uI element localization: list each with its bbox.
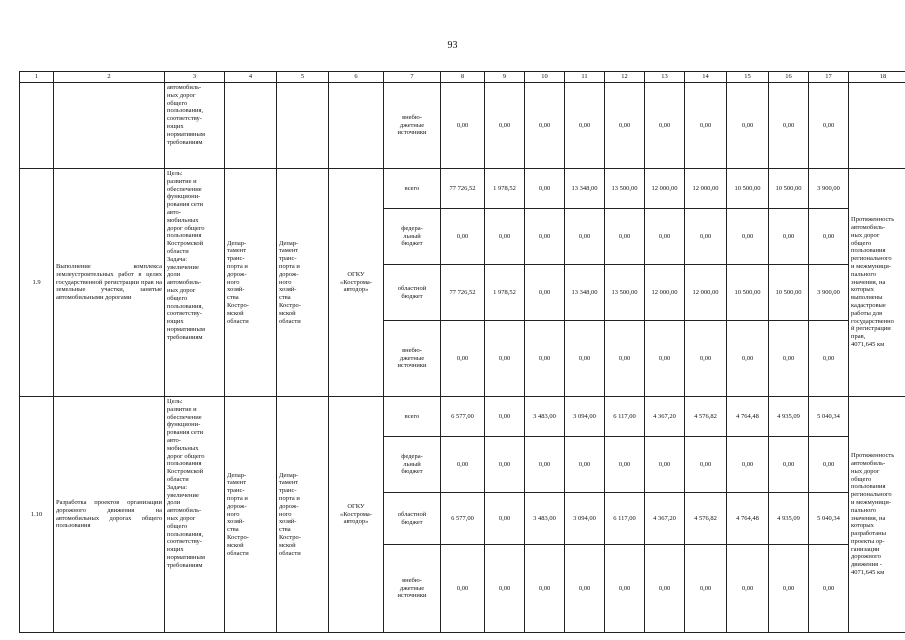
value-cell: 0,00 <box>727 321 769 397</box>
result-indicator: Протяженность автомобиль- ных дорог общего пользования регионального и межмуници- пального значения, на которых выполнены кадастровые работы для государственно й регистрации прав, 4071,645 км <box>849 169 905 397</box>
value-cell: 0,00 <box>525 321 565 397</box>
value-cell: 0,00 <box>685 321 727 397</box>
value-cell: 0,00 <box>769 437 809 493</box>
value-cell: 0,00 <box>565 209 605 265</box>
value-cell: 0,00 <box>809 209 849 265</box>
value-cell: 0,00 <box>605 83 645 169</box>
value-cell: 0,00 <box>685 545 727 633</box>
value-cell: 0,00 <box>645 209 685 265</box>
value-cell: 0,00 <box>485 493 525 545</box>
value-cell: 0,00 <box>525 169 565 209</box>
value-cell: 0,00 <box>685 83 727 169</box>
value-cell: 0,00 <box>769 545 809 633</box>
goal-cell: автомобиль- ных дорог общего пользования, соответству- ющих нормативным требованиям <box>165 83 225 169</box>
column-number: 9 <box>485 72 525 83</box>
value-cell: 0,00 <box>485 83 525 169</box>
value-cell: 4 367,20 <box>645 397 685 437</box>
program-table <box>19 71 905 633</box>
value-cell: 0,00 <box>809 83 849 169</box>
value-cell: 13 500,00 <box>605 265 645 321</box>
value-cell: 0,00 <box>645 83 685 169</box>
value-cell: 0,00 <box>605 321 645 397</box>
column-number: 18 <box>849 72 905 83</box>
funding-source: федера- льный бюджет <box>384 209 441 265</box>
value-cell: 0,00 <box>645 321 685 397</box>
value-cell: 77 726,52 <box>441 169 485 209</box>
value-cell: 0,00 <box>485 545 525 633</box>
value-cell: 10 500,00 <box>727 169 769 209</box>
value-cell: 0,00 <box>685 209 727 265</box>
value-cell: 1 978,52 <box>485 265 525 321</box>
value-cell: 6 117,00 <box>605 493 645 545</box>
value-cell: 0,00 <box>769 209 809 265</box>
empty-cell <box>20 83 54 169</box>
responsible-executor: Депар- тамент транс- порта и дорож- ного хозяй- ства Костро- мской области <box>225 169 277 397</box>
value-cell: 3 900,00 <box>809 169 849 209</box>
value-cell: 0,00 <box>769 83 809 169</box>
value-cell: 13 348,00 <box>565 169 605 209</box>
value-cell: 0,00 <box>525 83 565 169</box>
participant: ОГКУ «Кострома- автодор» <box>329 169 384 397</box>
column-number: 11 <box>565 72 605 83</box>
value-cell: 77 726,52 <box>441 265 485 321</box>
value-cell: 0,00 <box>645 545 685 633</box>
column-number: 2 <box>54 72 165 83</box>
value-cell: 3 094,00 <box>565 493 605 545</box>
responsible-executor: Депар- тамент транс- порта и дорож- ного хозяй- ства Костро- мской области <box>225 397 277 633</box>
value-cell: 3 483,00 <box>525 493 565 545</box>
column-number: 7 <box>384 72 441 83</box>
value-cell: 10 500,00 <box>769 169 809 209</box>
value-cell: 4 935,09 <box>769 397 809 437</box>
value-cell: 4 576,82 <box>685 397 727 437</box>
value-cell: 12 000,00 <box>685 169 727 209</box>
value-cell: 4 935,09 <box>769 493 809 545</box>
value-cell: 10 500,00 <box>769 265 809 321</box>
value-cell: 12 000,00 <box>685 265 727 321</box>
value-cell: 0,00 <box>809 437 849 493</box>
column-number: 6 <box>329 72 384 83</box>
funding-source: всего <box>384 397 441 437</box>
value-cell: 0,00 <box>525 545 565 633</box>
value-cell: 0,00 <box>441 321 485 397</box>
measure-number: 1.10 <box>20 397 54 633</box>
funding-source: внебю- джетные источники <box>384 545 441 633</box>
value-cell: 0,00 <box>565 437 605 493</box>
value-cell: 3 900,00 <box>809 265 849 321</box>
value-cell: 0,00 <box>809 545 849 633</box>
value-cell: 0,00 <box>769 321 809 397</box>
value-cell: 0,00 <box>441 437 485 493</box>
value-cell: 0,00 <box>685 437 727 493</box>
value-cell: 6 577,00 <box>441 493 485 545</box>
column-number: 17 <box>809 72 849 83</box>
column-number: 14 <box>685 72 727 83</box>
table-row-continued <box>20 83 905 169</box>
column-number: 15 <box>727 72 769 83</box>
value-cell: 0,00 <box>727 545 769 633</box>
value-cell: 0,00 <box>525 437 565 493</box>
value-cell: 0,00 <box>645 437 685 493</box>
value-cell: 4 764,48 <box>727 397 769 437</box>
value-cell: 0,00 <box>605 209 645 265</box>
column-number: 8 <box>441 72 485 83</box>
funding-source: всего <box>384 169 441 209</box>
empty-cell <box>277 83 329 169</box>
empty-cell <box>849 83 905 169</box>
column-number: 12 <box>605 72 645 83</box>
column-number: 13 <box>645 72 685 83</box>
value-cell: 0,00 <box>441 83 485 169</box>
page-number: 93 <box>447 40 458 51</box>
value-cell: 12 000,00 <box>645 169 685 209</box>
value-cell: 13 348,00 <box>565 265 605 321</box>
value-cell: 0,00 <box>727 437 769 493</box>
measure-title: Разработка проектов организации дорожного движения на автомобильных дорогах общего пользования <box>54 397 165 633</box>
value-cell: 0,00 <box>727 209 769 265</box>
value-cell: 6 117,00 <box>605 397 645 437</box>
value-cell: 3 094,00 <box>565 397 605 437</box>
value-cell: 1 978,52 <box>485 169 525 209</box>
column-number: 10 <box>525 72 565 83</box>
participant: ОГКУ «Кострома- автодор» <box>329 397 384 633</box>
funding-source: внебю- джетные источники <box>384 321 441 397</box>
column-number: 4 <box>225 72 277 83</box>
value-cell: 0,00 <box>565 83 605 169</box>
measure-number: 1.9 <box>20 169 54 397</box>
column-number: 3 <box>165 72 225 83</box>
value-cell: 0,00 <box>485 397 525 437</box>
funding-source: внебю- джетные источники <box>384 83 441 169</box>
empty-cell <box>54 83 165 169</box>
value-cell: 5 040,34 <box>809 493 849 545</box>
value-cell: 0,00 <box>727 83 769 169</box>
funding-source: областной бюджет <box>384 493 441 545</box>
value-cell: 0,00 <box>441 209 485 265</box>
goal-cell: Цель: развитие и обеспечение функциони- рования сети авто- мобильных дорог общего пользования Костромской области Задача: увеличение доли автомобиль- ных дорог общего пользования, соответству- ющих нормативным требованиям <box>165 169 225 397</box>
value-cell: 4 576,82 <box>685 493 727 545</box>
column-number-row <box>20 72 905 83</box>
value-cell: 0,00 <box>525 209 565 265</box>
table-row <box>20 169 905 209</box>
measure-title: Выполнение комплекса землеустроительных работ в целях государственной регистрации прав на земельные участки, занятые автомобильными дорогами <box>54 169 165 397</box>
value-cell: 0,00 <box>565 545 605 633</box>
value-cell: 0,00 <box>605 545 645 633</box>
value-cell: 4 764,48 <box>727 493 769 545</box>
table-row <box>20 397 905 437</box>
funding-source: областной бюджет <box>384 265 441 321</box>
value-cell: 5 040,34 <box>809 397 849 437</box>
empty-cell <box>225 83 277 169</box>
goal-cell: Цель: развитие и обеспечение функциони- рования сети авто- мобильных дорог общего пользования Костромской области Задача: увеличение доли автомобиль- ных дорог общего пользования, соответству- ющих нормативным требованиям <box>165 397 225 633</box>
value-cell: 0,00 <box>441 545 485 633</box>
value-cell: 3 483,00 <box>525 397 565 437</box>
funding-source: федера- льный бюджет <box>384 437 441 493</box>
value-cell: 12 000,00 <box>645 265 685 321</box>
value-cell: 13 500,00 <box>605 169 645 209</box>
value-cell: 0,00 <box>485 437 525 493</box>
value-cell: 0,00 <box>525 265 565 321</box>
value-cell: 6 577,00 <box>441 397 485 437</box>
value-cell: 10 500,00 <box>727 265 769 321</box>
column-number: 5 <box>277 72 329 83</box>
empty-cell <box>329 83 384 169</box>
column-number: 1 <box>20 72 54 83</box>
value-cell: 4 367,20 <box>645 493 685 545</box>
value-cell: 0,00 <box>809 321 849 397</box>
co-executor: Депар- тамент транс- порта и дорож- ного хозяй- ства Костро- мской области <box>277 397 329 633</box>
value-cell: 0,00 <box>605 437 645 493</box>
column-number: 16 <box>769 72 809 83</box>
value-cell: 0,00 <box>485 321 525 397</box>
value-cell: 0,00 <box>565 321 605 397</box>
result-indicator: Протяженность автомобиль- ных дорог общего пользования регионального и межмуници- пального значения, на которых разработаны проекты ор- ганизации дорожного движения - 4071,645 км <box>849 397 905 633</box>
co-executor: Депар- тамент транс- порта и дорож- ного хозяй- ства Костро- мской области <box>277 169 329 397</box>
value-cell: 0,00 <box>485 209 525 265</box>
